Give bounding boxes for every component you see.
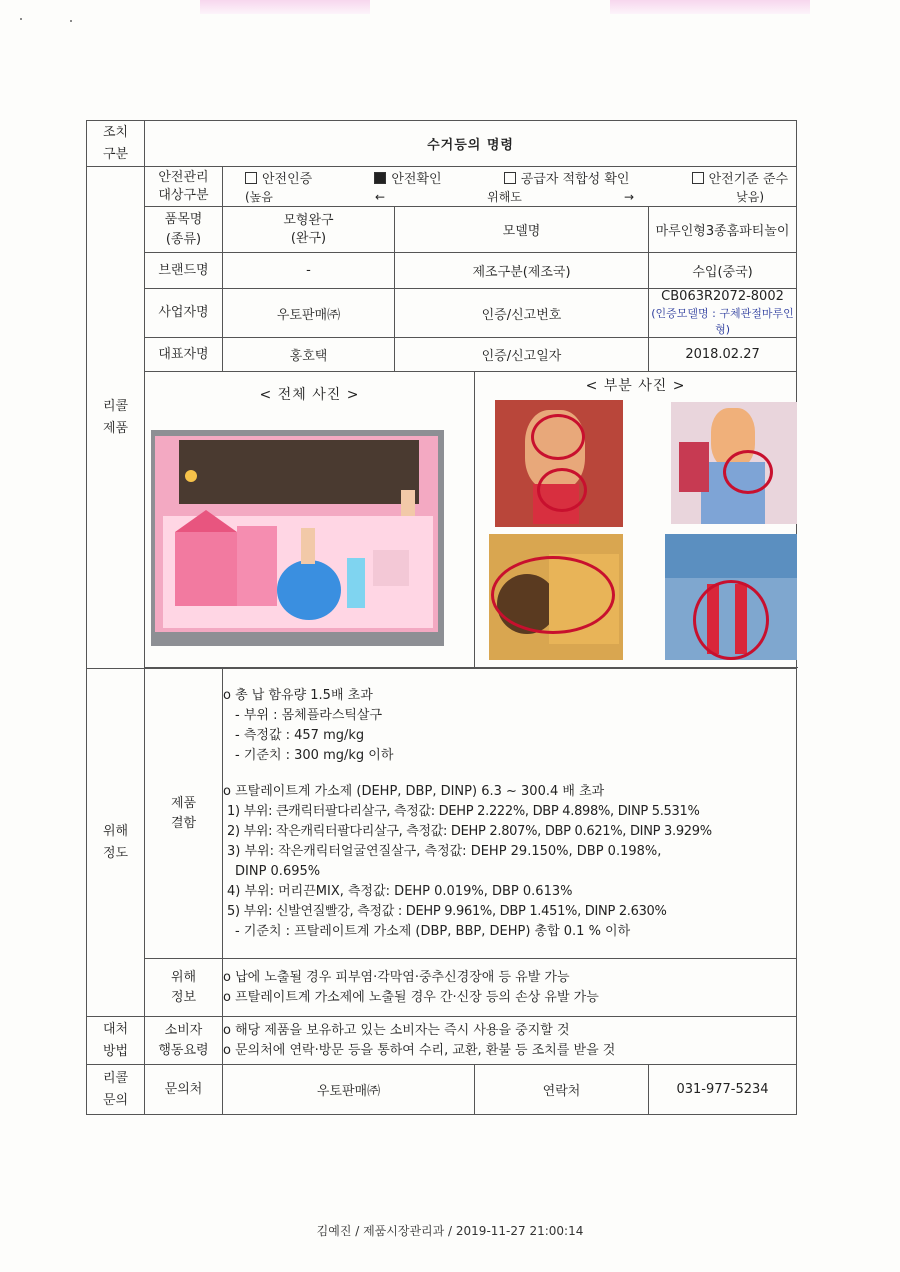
hazard-info-label: 위해 정보 [145,959,223,1017]
scan-speck [70,20,72,22]
brand-value: - [223,253,395,289]
hazard-section-label: 위해 정도 [87,669,145,1017]
safety-mgmt-options [223,167,797,207]
phone-label: 연락처 [475,1065,649,1115]
cert-model-note: (인증모델명 : 구체관절마루인형) [651,307,794,336]
defect-line: - 측정값 : 457 mg/kg [235,727,365,743]
action-type-label: 조치 구분 [87,121,145,167]
cert-number-cell [649,289,797,338]
contact-label: 문의처 [145,1065,223,1115]
hazard-info-line: o 납에 노출될 경우 피부염·각막염·중추신경장애 등 유발 가능 [223,969,570,985]
part-photo-cell [475,372,797,668]
product-defect-label: 제품 결함 [145,669,223,959]
defect-line: o 프탈레이트계 가소제 (DEHP, DBP, DINP) 6.3 ~ 300.4 배 초과 [223,783,605,799]
defect-line: 1) 부위: 큰캐릭터팔다리살구, 측정값: DEHP 2.222%, DBP 4.898%, DINP 5.531% [227,803,700,819]
recall-product-section-label: 리콜 제품 [87,167,145,669]
defect-line: - 기준치 : 300 mg/kg 이하 [235,747,394,763]
risk-scale: (높음 ← 위해도 → 낮음) [245,189,765,204]
defect-line: 3) 부위: 작은캐릭터얼굴연질살구, 측정값: DEHP 29.150%, DBP 0.198%, [227,843,662,859]
defect-line: 5) 부위: 신발연질빨강, 측정값 : DEHP 9.961%, DBP 1.451%, DINP 2.630% [227,903,667,919]
part-photo-arm [671,402,797,524]
company-label: 사업자명 [145,289,223,338]
recall-notice-table [86,120,797,1115]
consumer-action-line: o 문의처에 연락·방문 등을 통하여 수리, 교환, 환불 등 조치를 받을 것 [223,1042,616,1058]
contact-value: 우토판매㈜ [223,1065,475,1115]
defect-line: 4) 부위: 머리끈MIX, 측정값: DEHP 0.019%, DBP 0.613% [227,883,573,899]
representative-label: 대표자명 [145,338,223,372]
defect-line: - 부위 : 몸체플라스틱살구 [235,707,383,723]
option-safety-confirm: 안전확인 [374,171,441,189]
consumer-action-label: 소비자 행동요령 [145,1017,223,1065]
consumer-action-details [223,1017,797,1065]
brand-label: 브랜드명 [145,253,223,289]
manufacture-type-label: 제조구분(제조국) [395,253,649,289]
scan-artifact-left [200,0,370,14]
part-photo-face [495,400,623,527]
cert-date-label: 인증/신고일자 [395,338,649,372]
scan-artifact-right [610,0,810,14]
defect-line: - 기준치 : 프탈레이트계 가소제 (DBP, BBP, DEHP) 총합 0.1 % 이하 [235,923,631,939]
item-label: 품목명 (종류) [145,207,223,253]
manufacture-type-value: 수입(중국) [649,253,797,289]
cert-number-label: 인증/신고번호 [395,289,649,338]
hazard-info-line: o 프탈레이트계 가소제에 노출될 경우 간·신장 등의 손상 유발 가능 [223,989,599,1005]
checkbox-icon [504,172,516,184]
cert-number-value: CB063R2072-8002 [661,289,784,304]
document-footer: 김예진 / 제품시장관리과 / 2019-11-27 21:00:14 [316,1224,584,1238]
product-defect-details [223,669,797,959]
part-photo-hair [489,534,623,660]
checkbox-icon [692,172,704,184]
option-supplier-conformity: 공급자 적합성 확인 [504,171,630,189]
full-product-photo [151,430,444,646]
part-photo-title: < 부분 사진 > [585,378,686,394]
response-section-label: 대처 방법 [87,1017,145,1065]
safety-mgmt-label: 안전관리 대상구분 [145,167,223,207]
checkbox-checked-icon [374,172,386,184]
page-title: 수거등의 명령 [145,121,797,167]
consumer-action-line: o 해당 제품을 보유하고 있는 소비자는 즉시 사용을 중지할 것 [223,1022,570,1038]
model-value: 마루인형3종홈파티놀이 [649,207,797,253]
defect-line: DINP 0.695% [235,863,321,879]
phone-value: 031-977-5234 [649,1065,797,1115]
inquiry-section-label: 리콜 문의 [87,1065,145,1115]
option-safety-cert: 안전인증 [245,171,312,189]
option-standard-compliance: 안전기준 준수 [692,171,788,189]
full-photo-title: < 전체 사진 > [259,387,360,403]
part-photo-shoes [665,534,797,660]
checkbox-icon [245,172,257,184]
defect-line: o 총 납 함유량 1.5배 초과 [223,687,373,703]
defect-line: 2) 부위: 작은캐릭터팔다리살구, 측정값: DEHP 2.807%, DBP 0.621%, DINP 3.929% [227,823,712,839]
toy-box-image [151,430,444,646]
representative-value: 홍호택 [223,338,395,372]
cert-date-value: 2018.02.27 [649,338,797,372]
model-label: 모델명 [395,207,649,253]
scan-speck [20,18,22,20]
full-photo-cell [145,372,475,668]
company-value: 우토판매㈜ [223,289,395,338]
item-value: 모형완구 (완구) [223,207,395,253]
hazard-info-details [223,959,797,1017]
